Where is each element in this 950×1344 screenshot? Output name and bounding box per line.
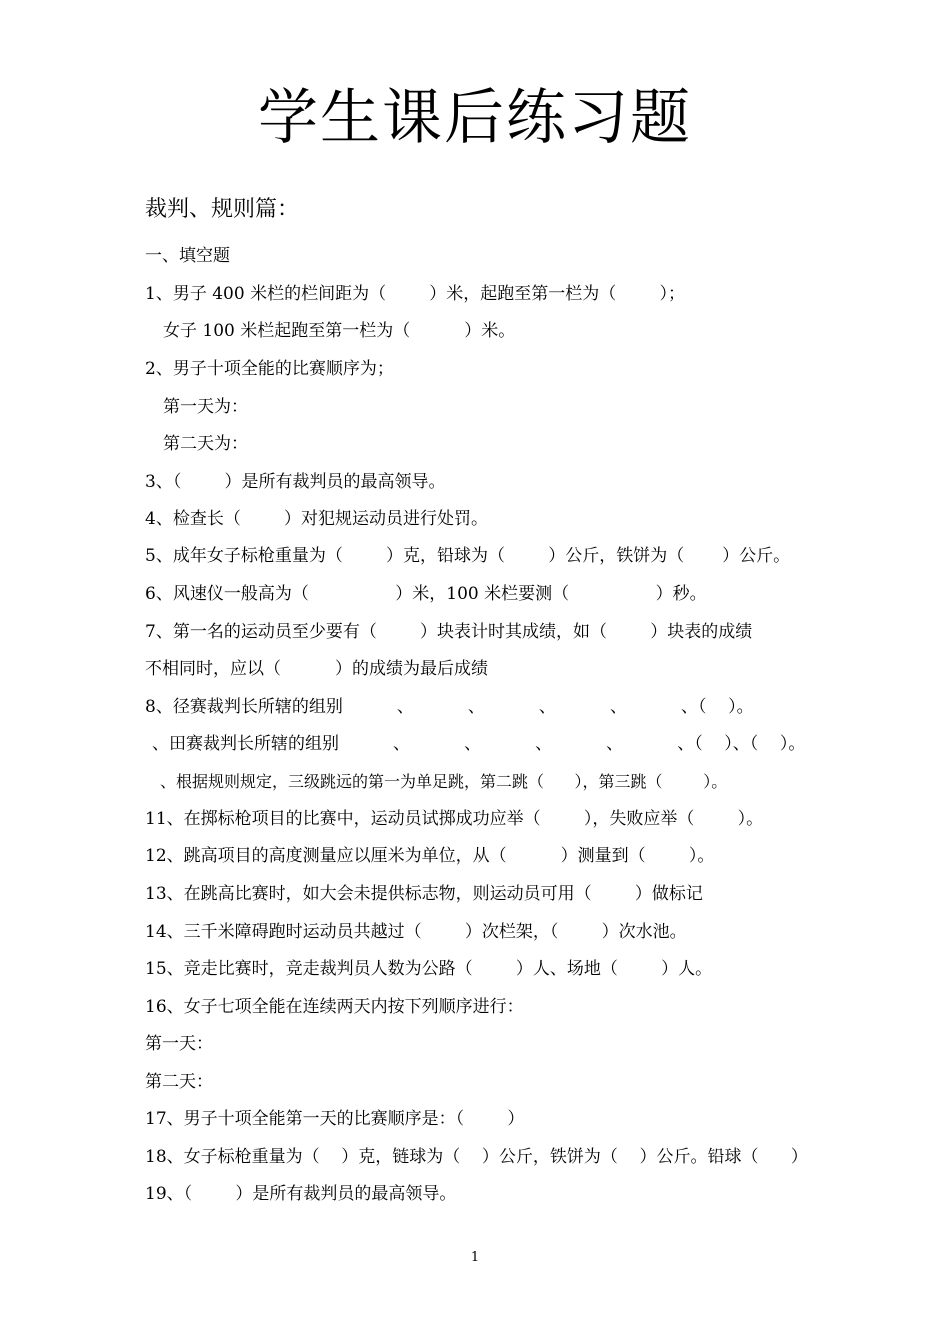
question-line: 11、在掷标枪项目的比赛中，运动员试掷成功应举（ ），失败应举（ ）。	[145, 809, 764, 829]
question-line: 5、成年女子标枪重量为（ ）克，铅球为（ ）公斤，铁饼为（ ）公斤。	[145, 546, 791, 566]
question-line: 13、在跳高比赛时，如大会未提供标志物，则运动员可用（ ）做标记	[145, 884, 703, 904]
question-line: 第一天：	[145, 1034, 213, 1054]
question-line: 19、（ ）是所有裁判员的最高领导。	[145, 1184, 457, 1204]
question-line: 17、男子十项全能第一天的比赛顺序是：（ ）	[145, 1109, 525, 1129]
question-line: 不相同时，应以（ ）的成绩为最后成绩	[145, 659, 489, 679]
question-line: 第二天为：	[163, 434, 248, 454]
question-line: 第二天：	[145, 1072, 213, 1092]
question-line: 7、第一名的运动员至少要有（ ）块表计时其成绩，如（ ）块表的成绩	[145, 622, 753, 642]
question-line: 1、男子 400 米栏的栏间距为（ ）米，起跑至第一栏为（ ）；	[145, 284, 686, 304]
question-line: 8、径赛裁判长所辖的组别 、 、 、 、 、（ ）。	[145, 697, 754, 717]
question-line: 2、男子十项全能的比赛顺序为；	[145, 359, 394, 379]
question-line: 16、女子七项全能在连续两天内按下列顺序进行：	[145, 997, 524, 1017]
question-line: 14、三千米障碍跑时运动员共越过（ ）次栏架，（ ）次水池。	[145, 922, 687, 942]
question-line: 12、跳高项目的高度测量应以厘米为单位，从（ ）测量到（ ）。	[145, 846, 715, 866]
question-line: 女子 100 米栏起跑至第一栏为（ ）米。	[163, 321, 516, 341]
question-line: 18、女子标枪重量为（ ）克，链球为（ ）公斤，铁饼为（ ）公斤。铅球（ ）	[145, 1147, 808, 1167]
question-line: 、田赛裁判长所辖的组别 、 、 、 、 、（ ）、（ ）。	[152, 734, 806, 754]
question-line: 、根据规则规定，三级跳远的第一为单足跳，第二跳（ ），第三跳（ ）。	[160, 772, 728, 791]
section-heading: 裁判、规则篇：	[145, 197, 300, 222]
question-line: 4、检查长（ ）对犯规运动员进行处罚。	[145, 509, 489, 529]
question-line: 3、（ ）是所有裁判员的最高领导。	[145, 472, 446, 492]
page-number: 1	[470, 1250, 480, 1265]
question-line: 6、风速仪一般高为（ ）米，100 米栏要测（ ）秒。	[145, 584, 707, 604]
document-title: 学生课后练习题	[258, 83, 692, 153]
question-line: 第一天为：	[163, 397, 248, 417]
question-line: 15、竞走比赛时，竞走裁判员人数为公路（ ）人、场地（ ）人。	[145, 959, 713, 979]
question-type-heading: 一、填空题	[145, 246, 230, 266]
